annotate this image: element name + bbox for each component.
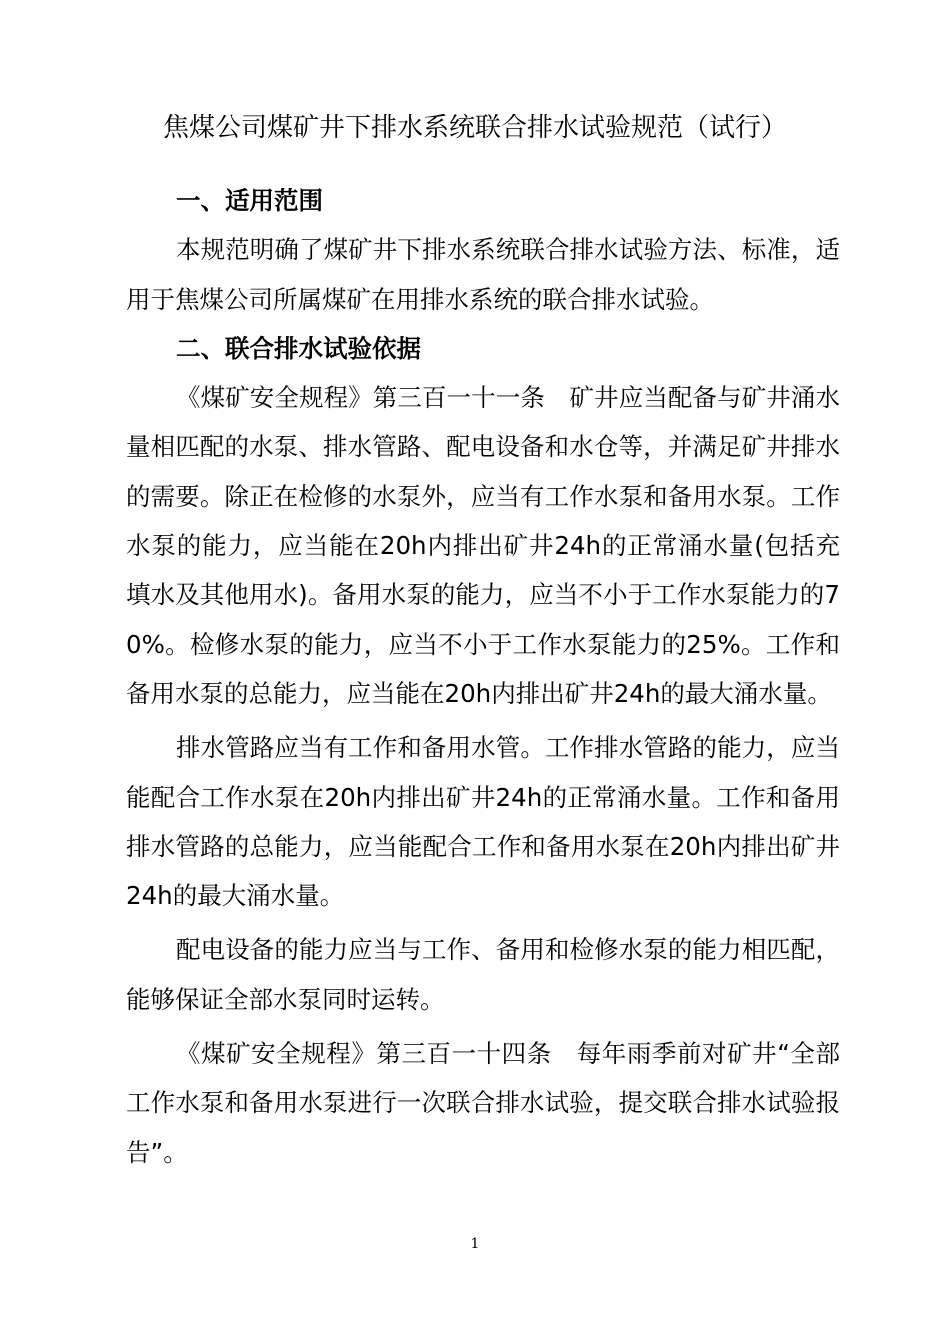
document-body	[126, 176, 840, 1177]
document-title: 焦煤公司煤矿井下排水系统联合排水试验规范（试行）	[162, 113, 787, 143]
basis-paragraph-article-311: 《煤矿安全规程》第三百一十一条 矿井应当配备与矿井涌水量相匹配的水泵、排水管路、配电设备和水仓等，并满足矿井排水的需要。除正在检修的水泵外，应当有工作水泵和备用水泵。工作水泵的能力，应当能在20h内排出矿井24h的正常涌水量(包括充填水及其他用水)。备用水泵的能力，应当不小于工作水泵能力的70%。检修水泵的能力，应当不小于工作水泵能力的25%。工作和备用水泵的总能力，应当能在20h内排出矿井24h的最大涌水量。	[126, 383, 840, 708]
basis-paragraph-article-314: 《煤矿安全规程》第三百一十四条 每年雨季前对矿井“全部工作水泵和备用水泵进行一次联合排水试验，提交联合排水试验报告”。	[126, 1039, 840, 1167]
section-heading-basis: 二、联合排水试验依据	[176, 333, 421, 363]
page-number: 1	[470, 1236, 480, 1252]
basis-paragraph-power-equipment: 配电设备的能力应当与工作、备用和检修水泵的能力相匹配，能够保证全部水泵同时运转。	[126, 935, 840, 1014]
basis-paragraph-drainage-pipes: 排水管路应当有工作和备用水管。工作排水管路的能力，应当能配合工作水泵在20h内排出矿井24h的正常涌水量。工作和备用排水管路的总能力，应当能配合工作和备用水泵在20h内排出矿井24h的最大涌水量。	[126, 733, 840, 911]
scope-paragraph: 本规范明确了煤矿井下排水系统联合排水试验方法、标准，适用于焦煤公司所属煤矿在用排水系统的联合排水试验。	[126, 235, 840, 314]
section-heading-scope: 一、适用范围	[176, 186, 323, 215]
